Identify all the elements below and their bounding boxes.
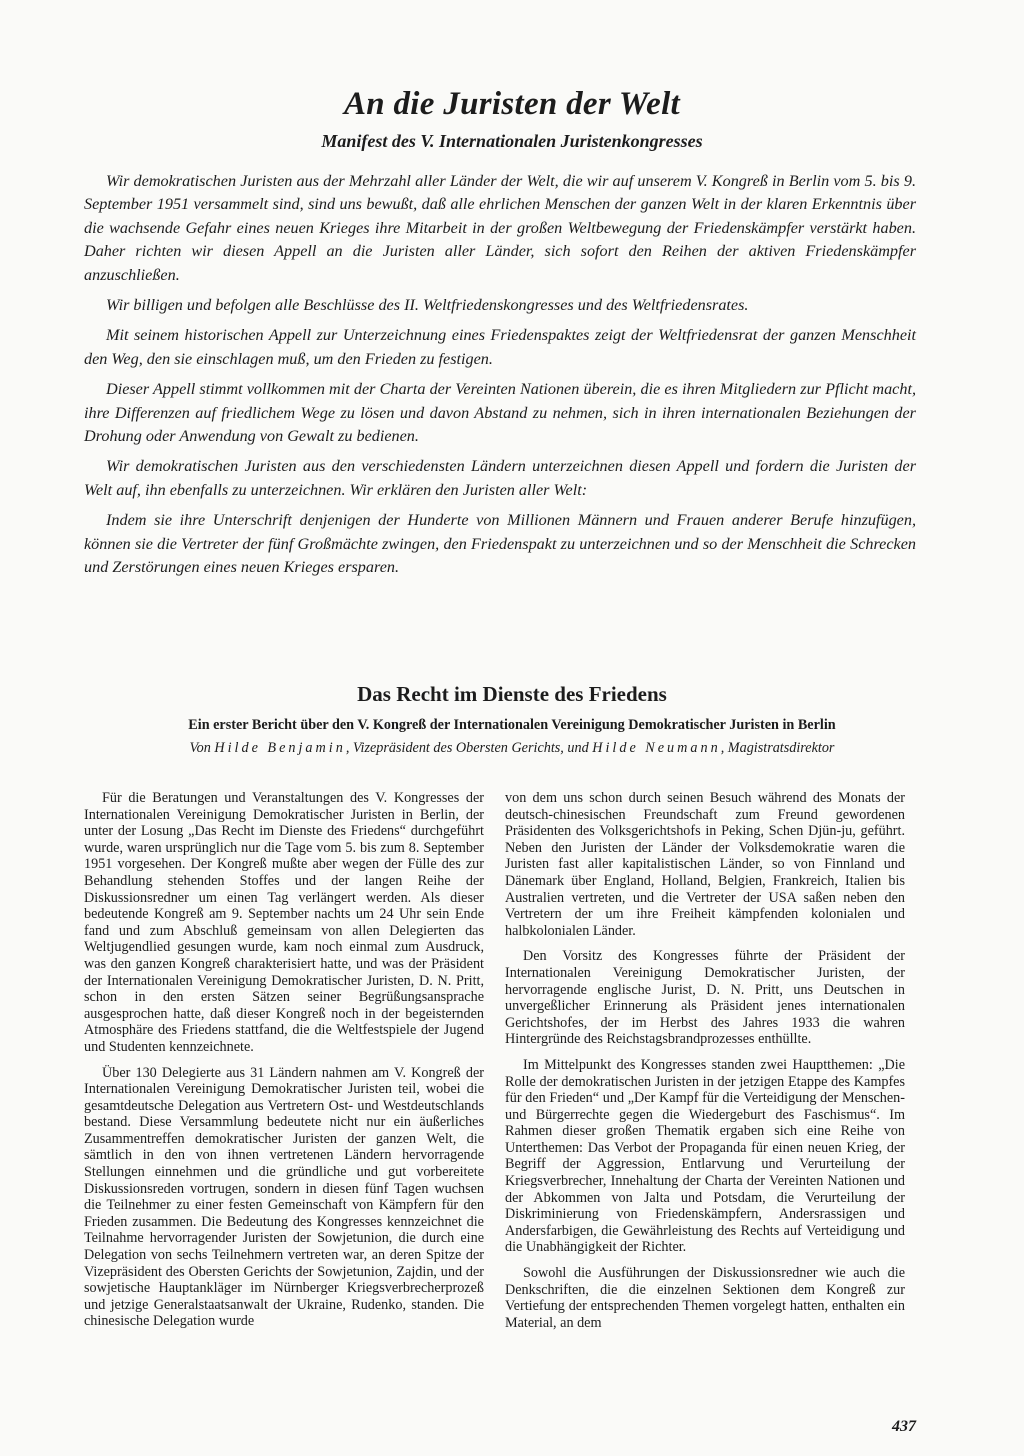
report-paragraph: Den Vorsitz des Kongresses führte der Präsident der Internationalen Vereinigung Demokratischer Juristen, der hervorragende englische Jurist, D. N. Pritt, uns Deutschen in unvergeßlicher Erinnerung als Präsident jenes internationalen Gerichtshofes, der im Herbst des Jahres 1933 die wahren Hintergründe des Reichstagsbrandprozesses enthüllte. xyxy=(505,948,905,1048)
manifest-subtitle: Manifest des V. Internationalen Juristenkongresses xyxy=(321,131,703,151)
report-paragraph: Im Mittelpunkt des Kongresses standen zwei Hauptthemen: „Die Rolle der demokratischen Juristen in der jetzigen Etappe des Kampfes für den Frieden“ und „Der Kampf für die Verteidigung der Menschen- und Bürgerrechte gegen die Wiedergeburt des Faschismus“. Im Rahmen dieser großen Thematik ergaben sich eine Reihe von Unterthemen: Das Verbot der Propaganda für einen neuen Krieg, der Begriff der Aggression, Entlarvung und Verurteilung der Kriegsverbrecher, Innehaltung der Charta der Vereinten Nationen und der Abkommen von Jalta und Potsdam, die Verurteilung der Diskriminierung von Friedenskämpfern, Andersrassigen und Andersfarbigen, die Gewährleistung des Rechts auf Verteidigung und die Unabhängigkeit der Richter. xyxy=(505,1056,905,1256)
manifest-body xyxy=(84,170,916,587)
manifest-paragraph: Mit seinem historischen Appell zur Unterzeichnung eines Friedenspaktes zeigt der Weltfriedensrat der ganzen Menschheit den Weg, den sie einschlagen muß, um den Frieden zu festigen. xyxy=(84,326,916,368)
report-paragraph: Sowohl die Ausführungen der Diskussionsredner wie auch die Denkschriften, die die einzelnen Sektionen dem Kongreß zur Vertiefung der entsprechenden Themen vorgelegt hatten, enthalten ein Material, an dem xyxy=(505,1265,905,1331)
author-name: Hilde Neumann xyxy=(592,740,721,756)
manifest-title: An die Juristen der Welt xyxy=(343,86,681,122)
report-title: Das Recht im Dienste des Friedens xyxy=(357,682,667,706)
manifest-paragraph: Indem sie ihre Unterschrift denjenigen der Hunderte von Millionen Männern und Frauen anderer Berufe hinzufügen, können sie die Vertreter der fünf Großmächte zwingen, den Friedenspakt zu unterzeichnen und so der Menschheit die Schrecken und Zerstörungen eines neuen Krieges ersparen. xyxy=(84,511,916,577)
report-paragraph: von dem uns schon durch seinen Besuch während des Monats der deutsch-chinesischen Freundschaft zum Freund gewordenen Präsidenten des Volksgerichtshofs in Peking, Schen Djün-ju, geführt. Neben den Juristen der Länder der Volksdemokratie waren die Juristen fast aller kapitalistischen Länder, so von Finnland und Dänemark über England, Holland, Belgien, Frankreich, Italien bis Australien vertreten, und die Vertreter der USA saßen neben den Vertretern der um ihre Freiheit kämpfenden kolonialen und halbkolonialen Länder. xyxy=(505,790,905,939)
byline-prefix: Von xyxy=(189,740,211,756)
manifest-paragraph: Wir demokratischen Juristen aus den verschiedensten Ländern unterzeichnen diesen Appell und fordern die Juristen der Welt auf, ihn ebenfalls zu unterzeichnen. Wir erklären den Juristen aller Welt: xyxy=(84,457,916,499)
report-column-left xyxy=(84,790,484,1339)
manifest-paragraph: Wir demokratischen Juristen aus der Mehrzahl aller Länder der Welt, die wir auf unserem V. Kongreß in Berlin vom 5. bis 9. September 1951 versammelt sind, sind uns bewußt, daß alle ehrlichen Menschen der ganzen Welt in der klaren Erkenntnis über die wachsende Gefahr eines neuen Krieges ihre Mitarbeit in der großen Weltbewegung der Friedenskämpfer verstärkt haben. Daher richten wir diesen Appell an die Juristen aller Länder, sich sofort den Reihen der aktiven Friedenskämpfer anzuschließen. xyxy=(84,172,916,284)
page-number: 437 xyxy=(892,1418,916,1435)
report-byline xyxy=(0,740,1024,757)
report-paragraph: Für die Beratungen und Veranstaltungen des V. Kongresses der Internationalen Vereinigung Demokratischer Juristen in Berlin, der unter der Losung „Das Recht im Dienste des Friedens“ durchgeführt wurde, waren ursprünglich nur die Tage vom 5. bis zum 8. September 1951 vorgesehen. Der Kongreß mußte aber wegen der Fülle des zur Behandlung stehenden Stoffes und der langen Reihe der Diskussionsredner um einen Tag verlängert werden. Als dieser bedeutende Kongreß am 9. September nachts um 24 Uhr sein Ende fand und zum Abschluß gemeinsam von allen Delegierten das Weltjugendlied gesungen wurde, kam noch einmal zum Ausdruck, was den ganzen Kongreß charakterisiert hatte, und was der Präsident der Internationalen Vereinigung Demokratischer Juristen, D. N. Pritt, schon in den ersten Sätzen seiner Begrüßungsansprache ausgesprochen hatte, daß dieser Kongreß noch in der begeisternden Atmosphäre des Friedens stattfand, die die Weltfestspiele der Jugend und Studenten kennzeichnete. xyxy=(84,790,484,1055)
manifest-paragraph: Dieser Appell stimmt vollkommen mit der Charta der Vereinten Nationen überein, die es ihren Mitgliedern zur Pflicht macht, ihre Differenzen auf friedlichem Wege zu lösen und davon Abstand zu nehmen, sich in ihren internationalen Beziehungen der Drohung oder Anwendung von Gewalt zu bedienen. xyxy=(84,380,916,446)
report-column-right xyxy=(505,790,905,1340)
author-name: Hilde Benjamin xyxy=(214,740,346,756)
report-paragraph: Über 130 Delegierte aus 31 Ländern nahmen am V. Kongreß der Internationalen Vereinigung Demokratischer Juristen teil, wobei die gesamtdeutsche Delegation aus Vertretern Ost- und Westdeutschlands bestand. Diese Versammlung bedeutete nicht nur ein äußerliches Zusammentreffen demokratischer Juristen der ganzen Welt, die sämtlich in den von ihnen vertretenen Ländern hervorragende Stellungen einnehmen und die gründliche und gut vorbereitete Diskussionsreden vortrugen, sondern in diesen fünf Tagen wuchsen die Teilnehmer zu einer festen Gemeinschaft von Kämpfern für den Frieden zusammen. Die Bedeutung des Kongresses kennzeichnet die Teilnahme hervorragender Juristen der Sowjetunion, die durch eine Delegation von sechs Teilnehmern vertreten war, an deren Spitze der Vizepräsident des Obersten Gerichts der Sowjetunion, Zajdin, und der sowjetische Hauptankläger im Nürnberger Kriegsverbrecherprozeß und jetzige Generalstaatsanwalt der Ukraine, Rudenko, standen. Die chinesische Delegation wurde xyxy=(84,1064,484,1330)
author-role: , Vizepräsident des Obersten Gerichts, und xyxy=(345,740,589,756)
author-role: , Magistratsdirektor xyxy=(720,740,835,756)
manifest-paragraph: Wir billigen und befolgen alle Beschlüsse des II. Weltfriedenskongresses und des Weltfriedensrates. xyxy=(106,296,749,315)
report-subtitle: Ein erster Bericht über den V. Kongreß der Internationalen Vereinigung Demokratischer Juristen in Berlin xyxy=(188,717,836,733)
